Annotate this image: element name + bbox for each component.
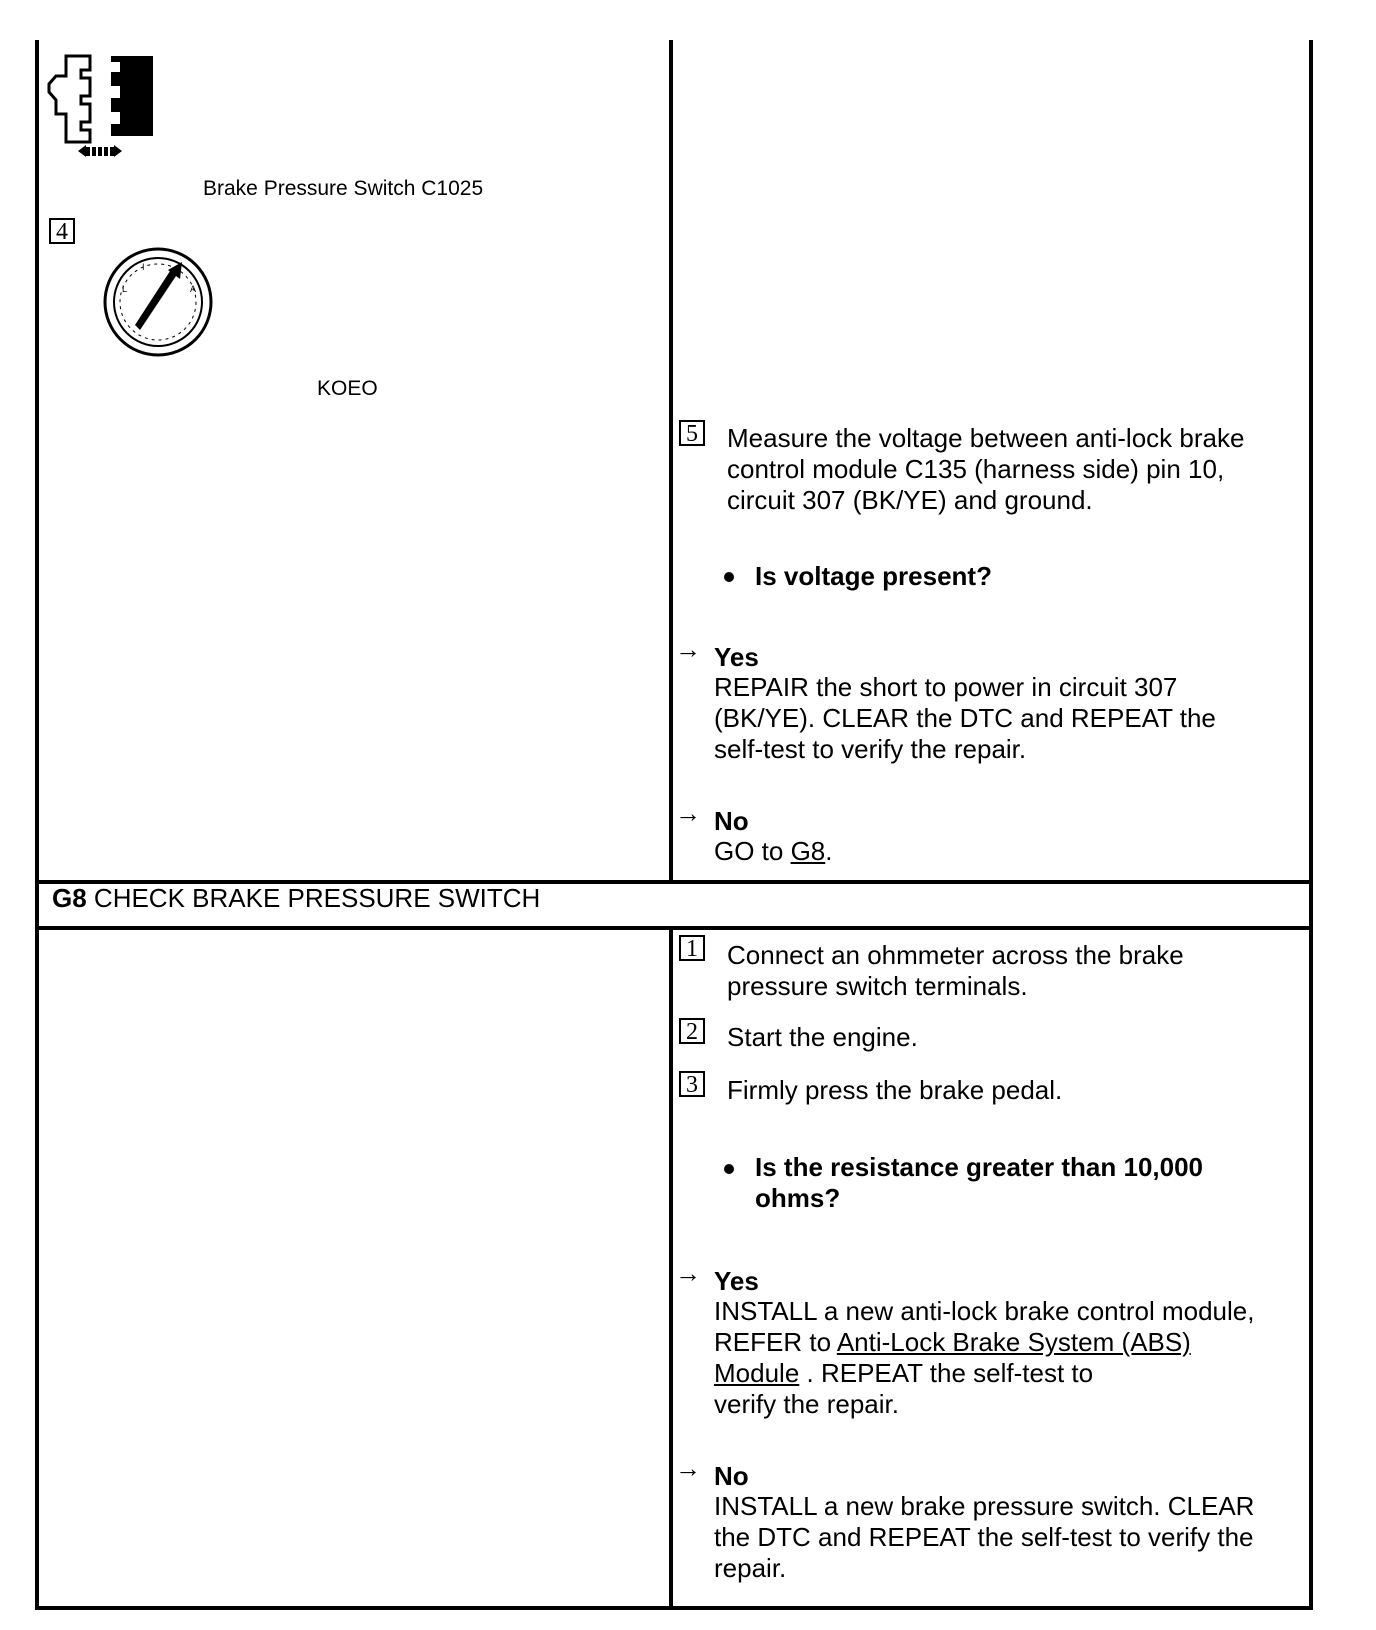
g8-step-1-number: 1 <box>679 935 705 961</box>
g8-no-line-3: repair. <box>714 1553 787 1583</box>
question-voltage: Is voltage present? <box>755 561 992 591</box>
g8-no-line-2: the DTC and REPEAT the self-test to verify the <box>714 1522 1254 1552</box>
table-left-border <box>35 40 39 1610</box>
question-bullet <box>724 572 734 582</box>
step-5-text <box>727 423 1244 516</box>
no-text-after: . <box>825 836 833 866</box>
link-abs-module-part1[interactable]: Anti-Lock Brake System (ABS) <box>836 1327 1191 1357</box>
g8-question-line-2: ohms? <box>755 1183 841 1213</box>
yes-instructions <box>714 672 1216 765</box>
svg-text:L: L <box>122 284 128 294</box>
g8-no-line-1: INSTALL a new brake pressure switch. CLEAR <box>714 1491 1255 1521</box>
table-row-divider-2 <box>35 926 1313 930</box>
g8-step-1-line-2: pressure switch terminals. <box>727 971 1028 1001</box>
g8-question-line-1: Is the resistance greater than 10,000 <box>755 1152 1204 1182</box>
g8-no-label: No <box>714 1461 749 1491</box>
svg-text:I: I <box>142 262 145 272</box>
connector-icon <box>46 50 161 162</box>
step-5-line-1: Measure the voltage between anti-lock brake <box>727 423 1245 453</box>
g8-step-3-number: 3 <box>679 1071 705 1097</box>
yes-line-1: REPAIR the short to power in circuit 307 <box>714 672 1178 702</box>
connector-caption: Brake Pressure Switch C1025 <box>203 177 484 200</box>
ignition-caption: KOEO <box>317 377 378 400</box>
no-arrow-icon: → <box>675 798 701 828</box>
g8-step-2-text: Start the engine. <box>727 1022 918 1052</box>
step-5-line-2: control module C135 (harness side) pin 10, <box>727 454 1225 484</box>
g8-yes-label: Yes <box>714 1266 759 1296</box>
g8-yes-line-1: INSTALL a new anti-lock brake control module, <box>714 1296 1255 1326</box>
g8-yes-instructions <box>714 1296 1254 1420</box>
no-label: No <box>714 806 749 836</box>
g8-yes-line-3: Module . REPEAT the self-test to <box>714 1358 1094 1388</box>
yes-label: Yes <box>714 642 759 672</box>
step-5-line-3: circuit 307 (BK/YE) and ground. <box>727 485 1093 515</box>
table-middle-border-bottom <box>669 929 673 1610</box>
g8-yes-line-4: verify the repair. <box>714 1389 899 1419</box>
yes-arrow-icon: → <box>675 634 701 664</box>
g8-header <box>52 883 540 914</box>
g8-step-1-text <box>727 940 1184 1002</box>
g8-header-title: CHECK BRAKE PRESSURE SWITCH <box>86 883 541 913</box>
svg-text:A: A <box>190 284 197 294</box>
link-g8[interactable]: G8 <box>790 836 826 866</box>
g8-question <box>755 1152 1203 1214</box>
g8-yes-line-2: REFER to Anti-Lock Brake System (ABS) <box>714 1327 1191 1357</box>
g8-step-3-text: Firmly press the brake pedal. <box>727 1075 1063 1105</box>
table-bottom-border <box>35 1606 1313 1610</box>
g8-no-instructions <box>714 1491 1254 1584</box>
g8-step-1-line-1: Connect an ohmmeter across the brake <box>727 940 1184 970</box>
link-abs-module-part2[interactable]: Module <box>714 1358 800 1388</box>
g8-header-code: G8 <box>52 883 87 913</box>
g8-yes-arrow-icon: → <box>675 1258 701 1288</box>
g8-question-bullet <box>724 1164 734 1174</box>
yes-line-3: self-test to verify the repair. <box>714 734 1027 764</box>
table-right-border <box>1309 40 1313 1610</box>
table-middle-border-top <box>669 40 673 883</box>
ignition-key-icon <box>102 246 214 358</box>
step-4-number: 4 <box>49 218 75 244</box>
g8-step-2-number: 2 <box>679 1018 705 1044</box>
g8-no-arrow-icon: → <box>675 1453 701 1483</box>
no-instruction <box>714 836 833 867</box>
no-text-before: GO to <box>714 836 791 866</box>
step-5-number: 5 <box>679 420 705 446</box>
yes-line-2: (BK/YE). CLEAR the DTC and REPEAT the <box>714 703 1216 733</box>
